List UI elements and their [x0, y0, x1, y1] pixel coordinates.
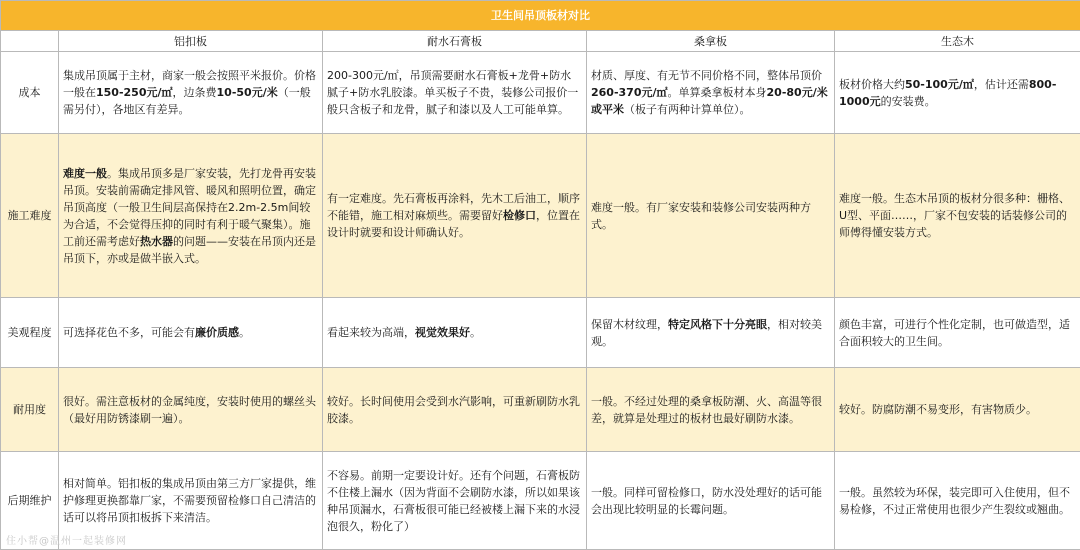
- row-label-cost: 成本: [1, 52, 59, 134]
- text-segment: （一般需另付），各地区有差异。: [63, 86, 311, 116]
- row-label-appearance: 美观程度: [1, 298, 59, 368]
- cell-cost-eco-wood: [835, 52, 1080, 134]
- cell-difficulty-eco-wood: [835, 134, 1080, 298]
- row-difficulty: [1, 134, 1080, 298]
- bold-text-segment: 难度一般: [63, 167, 107, 180]
- corner-cell: [1, 31, 59, 52]
- cell-cost-sauna-board: [587, 52, 835, 134]
- bold-text-segment: 10-50元/米: [217, 86, 278, 99]
- text-segment: 200-300元/㎡，吊顶需要耐水石膏板+龙骨+防水腻子+防水乳胶漆。单买板子不贵，装修公司报价一般只含板子和龙骨，腻子和漆以及人工可能单算。: [327, 69, 578, 116]
- row-label-maintenance: 后期维护: [1, 452, 59, 550]
- cell-difficulty-gypsum: [323, 134, 587, 298]
- text-segment: 保留木材纹理，: [591, 318, 668, 331]
- table-title: 卫生间吊顶板材对比: [1, 1, 1080, 31]
- text-segment: 较好。长时间使用会受到水汽影响，可重新刷防水乳胶漆。: [327, 395, 580, 425]
- text-segment: 集成吊顶属于主材，商家一般会按照平米报价。价格一般在: [63, 69, 316, 99]
- cell-maintenance-sauna-board: [587, 452, 835, 550]
- text-segment: （板子有两种计算单位）。: [624, 103, 751, 116]
- text-segment: 较好。防腐防潮不易变形，有害物质少。: [839, 403, 1037, 416]
- cell-maintenance-eco-wood: [835, 452, 1080, 550]
- cell-durability-eco-wood: [835, 368, 1080, 452]
- cell-durability-aluminum: [59, 368, 323, 452]
- title-row: [1, 1, 1080, 31]
- cell-maintenance-aluminum: [59, 452, 323, 550]
- cell-durability-gypsum: [323, 368, 587, 452]
- column-header-sauna-board: 桑拿板: [587, 31, 835, 52]
- text-segment: 颜色丰富，可进行个性化定制，也可做造型，适合面积较大的卫生间。: [839, 318, 1070, 348]
- text-segment: 难度一般。有厂家安装和装修公司安装两种方式。: [591, 201, 811, 231]
- text-segment: 一般。虽然较为环保，装完即可入住使用，但不易检修，不过正常使用也很少产生裂纹或翘曲。: [839, 486, 1070, 516]
- bold-text-segment: 20-80元/米或平米: [591, 86, 828, 116]
- cell-appearance-eco-wood: [835, 298, 1080, 368]
- bold-text-segment: 150-250元/㎡: [96, 86, 173, 99]
- bold-text-segment: 50-100元/㎡: [905, 78, 974, 91]
- text-segment: 的安装费。: [881, 95, 936, 108]
- text-segment: 一般。不经过处理的桑拿板防潮、火、高温等很差，就算是处理过的板材也最好刷防水漆。: [591, 395, 822, 425]
- text-segment: 材质、厚度、有无节不同价格不同，整体吊顶价: [591, 69, 822, 82]
- row-label-durability: 耐用度: [1, 368, 59, 452]
- text-segment: ，位置在设计时就要和设计师确认好。: [327, 209, 580, 239]
- watermark: 住小帮@温州一起装修网: [6, 532, 127, 547]
- text-segment: 不容易。前期一定要设计好。还有个问题，石膏板防不住楼上漏水（因为背面不会刷防水漆，所以如果该种吊顶漏水，石膏板很可能已经被楼上漏下来的水浸泡很久，粉化了）: [327, 469, 580, 533]
- text-segment: 很好。需注意板材的金属纯度，安装时使用的螺丝头（最好用防锈漆刷一遍）。: [63, 395, 316, 425]
- text-segment: ，相对较美观。: [591, 318, 822, 348]
- bold-text-segment: 260-370元/㎡: [591, 86, 668, 99]
- row-durability: [1, 368, 1080, 452]
- bold-text-segment: 检修口: [503, 209, 536, 222]
- bold-text-segment: 热水器: [140, 235, 173, 248]
- column-header-eco-wood: 生态木: [835, 31, 1080, 52]
- text-segment: 一般。同样可留检修口，防水没处理好的话可能会出现比较明显的长霉问题。: [591, 486, 822, 516]
- cell-appearance-sauna-board: [587, 298, 835, 368]
- cell-appearance-gypsum: [323, 298, 587, 368]
- cell-difficulty-sauna-board: [587, 134, 835, 298]
- text-segment: 。单算桑拿板材本身: [668, 86, 767, 99]
- column-header-gypsum: 耐水石膏板: [323, 31, 587, 52]
- text-segment: 。: [470, 326, 481, 339]
- row-label-difficulty: 施工难度: [1, 134, 59, 298]
- text-segment: 板材价格大约: [839, 78, 905, 91]
- cell-appearance-aluminum: [59, 298, 323, 368]
- column-header-aluminum: 铝扣板: [59, 31, 323, 52]
- bold-text-segment: 视觉效果好: [415, 326, 470, 339]
- text-segment: 可选择花色不多，可能会有: [63, 326, 195, 339]
- header-row: [1, 31, 1080, 52]
- text-segment: ，估计还需: [974, 78, 1029, 91]
- text-segment: 看起来较为高端，: [327, 326, 415, 339]
- bold-text-segment: 800-1000元: [839, 78, 1056, 108]
- text-segment: 。集成吊顶多是厂家安装，先打龙骨再安装吊顶。安装前需确定排风管、暖风和照明位置，确定吊顶高度（一般卫生间层高保持在2.2m-2.5m间较为合适，不会觉得压抑的同时有利于暖气聚集）。施工前还需考虑好: [63, 167, 316, 248]
- row-maintenance: [1, 452, 1080, 550]
- text-segment: 难度一般。生态木吊顶的板材分很多种：栅格、U型、平面……，厂家不包安装的话装修公司的师傅得懂安装方式。: [839, 192, 1070, 239]
- text-segment: ，边条费: [173, 86, 217, 99]
- cell-maintenance-gypsum: [323, 452, 587, 550]
- text-segment: 相对简单。铝扣板的集成吊顶由第三方厂家提供，维护修理更换都靠厂家，不需要预留检修口自己清洁的话可以将吊顶扣板拆下来清洁。: [63, 477, 316, 524]
- cell-durability-sauna-board: [587, 368, 835, 452]
- text-segment: 的问题——安装在吊顶内还是吊顶下，亦或是做半嵌入式。: [63, 235, 316, 265]
- text-segment: 有一定难度。先石膏板再涂料，先木工后油工，顺序不能错，施工相对麻烦些。需要留好: [327, 192, 580, 222]
- row-appearance: [1, 298, 1080, 368]
- bold-text-segment: 特定风格下十分亮眼: [668, 318, 767, 331]
- bold-text-segment: 廉价质感: [195, 326, 239, 339]
- row-cost: [1, 52, 1080, 134]
- text-segment: 。: [239, 326, 250, 339]
- cell-cost-gypsum: [323, 52, 587, 134]
- cell-difficulty-aluminum: [59, 134, 323, 298]
- cell-cost-aluminum: [59, 52, 323, 134]
